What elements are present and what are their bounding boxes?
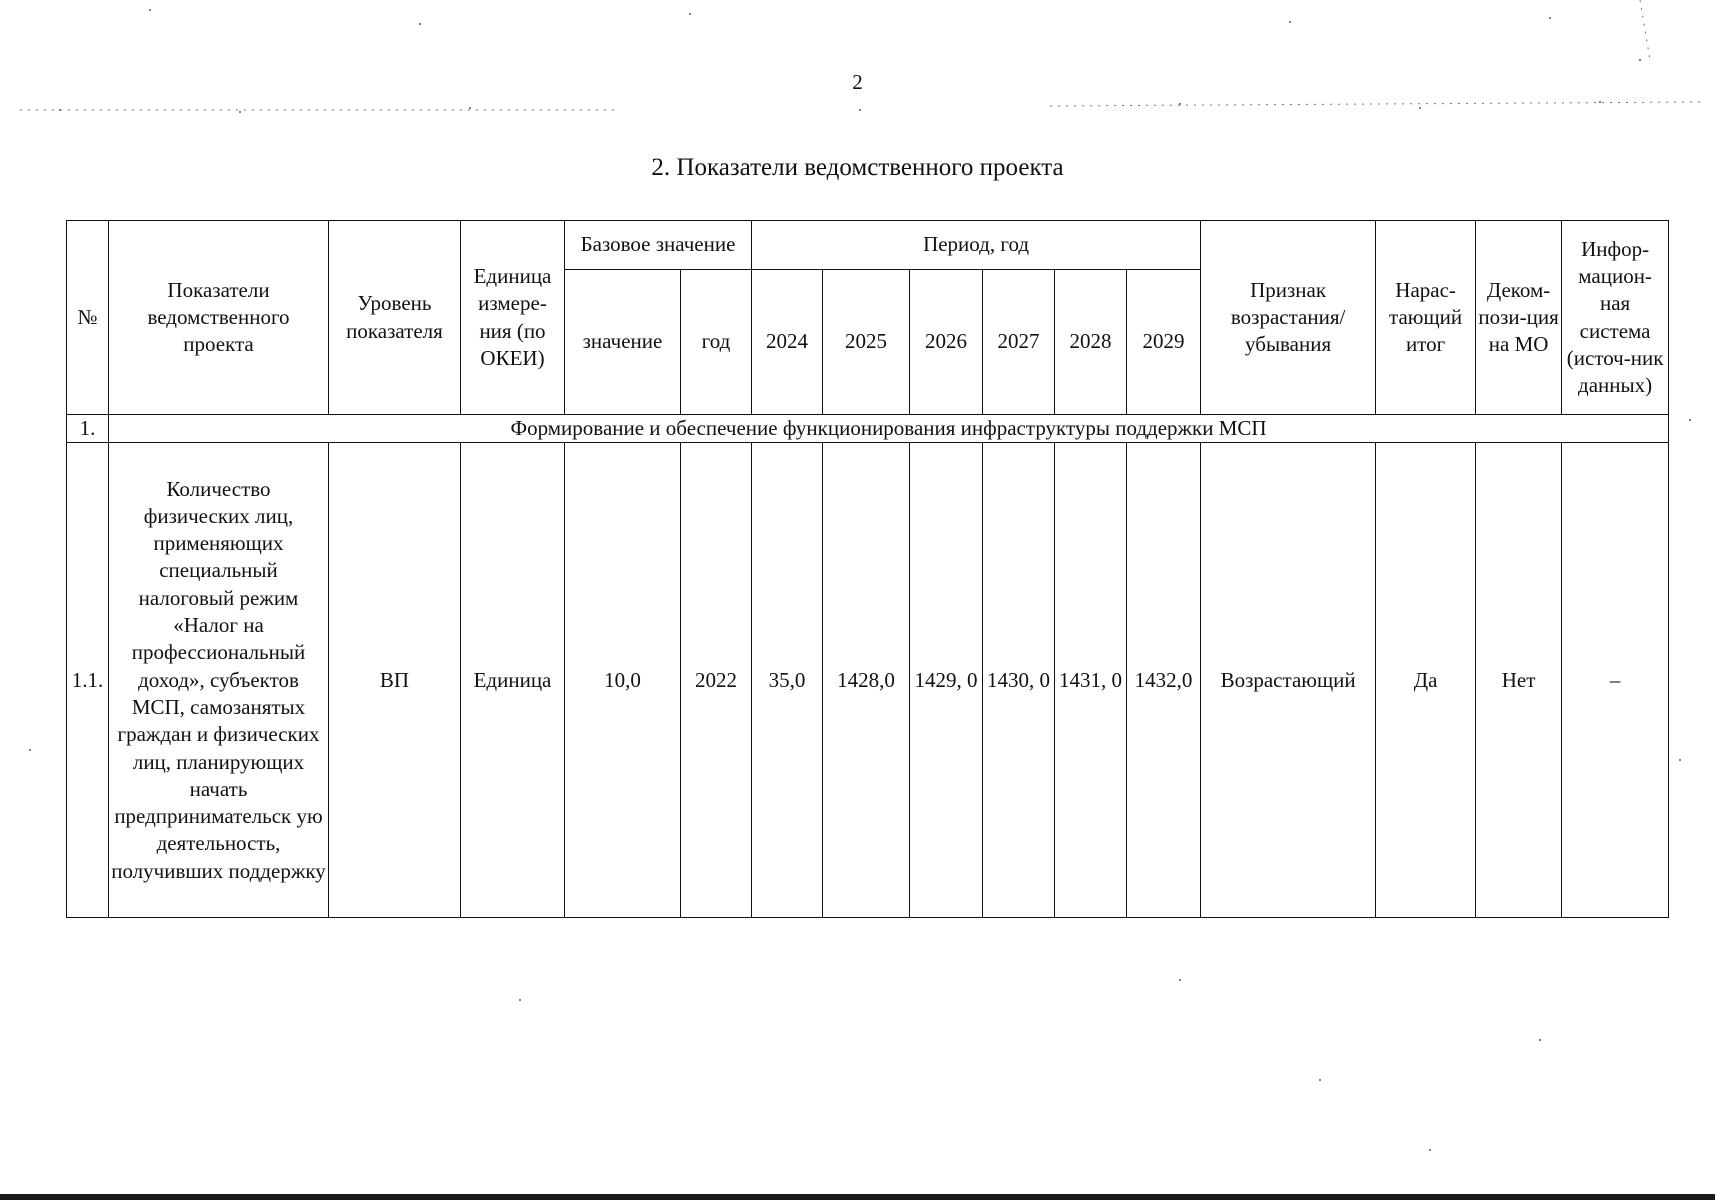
header-unit: Единица измере-ния (по ОКЕИ) (461, 221, 565, 415)
section-num: 1. (67, 415, 109, 443)
header-year-2024: 2024 (752, 270, 823, 415)
header-cumulative: Нарас-тающий итог (1376, 221, 1476, 415)
header-indicator: Показатели ведомственного проекта (109, 221, 329, 415)
header-year-2027: 2027 (983, 270, 1055, 415)
header-base: Базовое значение (565, 221, 752, 270)
indicators-table (66, 220, 1669, 918)
row-value-2026: 1429, 0 (910, 443, 983, 918)
row-indicator: Количество физических лиц, применяющих специальный налоговый режим «Налог на профессиональный доход», субъектов МСП, самозанятых граждан и физических лиц, планирующих начать предпринимательск ую деятельность, получивших поддержку (109, 443, 329, 918)
row-value-2028: 1431, 0 (1055, 443, 1127, 918)
header-level: Уровень показателя (329, 221, 461, 415)
header-year-2026: 2026 (910, 270, 983, 415)
header-row-1 (67, 221, 1669, 270)
section-row (67, 415, 1669, 443)
row-info-system: – (1562, 443, 1669, 918)
row-base-value: 10,0 (565, 443, 681, 918)
document-title: 2. Показатели ведомственного проекта (651, 154, 1064, 181)
row-value-2025: 1428,0 (823, 443, 910, 918)
header-year-2028: 2028 (1055, 270, 1127, 415)
row-decomposition: Нет (1476, 443, 1562, 918)
header-base-year: год (681, 270, 752, 415)
row-cumulative: Да (1376, 443, 1476, 918)
row-value-2029: 1432,0 (1127, 443, 1201, 918)
header-year-2025: 2025 (823, 270, 910, 415)
header-period: Период, год (752, 221, 1201, 270)
table-row (67, 443, 1669, 918)
page-number: 2 (852, 70, 863, 94)
scan-edge (0, 1194, 1715, 1200)
header-year-2029: 2029 (1127, 270, 1201, 415)
header-trend: Признак возрастания/ убывания (1201, 221, 1376, 415)
header-base-value: значение (565, 270, 681, 415)
row-num: 1.1. (67, 443, 109, 918)
row-base-year: 2022 (681, 443, 752, 918)
row-trend: Возрастающий (1201, 443, 1376, 918)
header-num: № (67, 221, 109, 415)
row-value-2027: 1430, 0 (983, 443, 1055, 918)
header-decomposition: Деком-пози-ция на МО (1476, 221, 1562, 415)
header-info-system: Инфор-мацион-ная система (источ-ник данных) (1562, 221, 1669, 415)
section-title: Формирование и обеспечение функционирования инфраструктуры поддержки МСП (109, 415, 1669, 443)
row-unit: Единица (461, 443, 565, 918)
row-value-2024: 35,0 (752, 443, 823, 918)
row-level: ВП (329, 443, 461, 918)
